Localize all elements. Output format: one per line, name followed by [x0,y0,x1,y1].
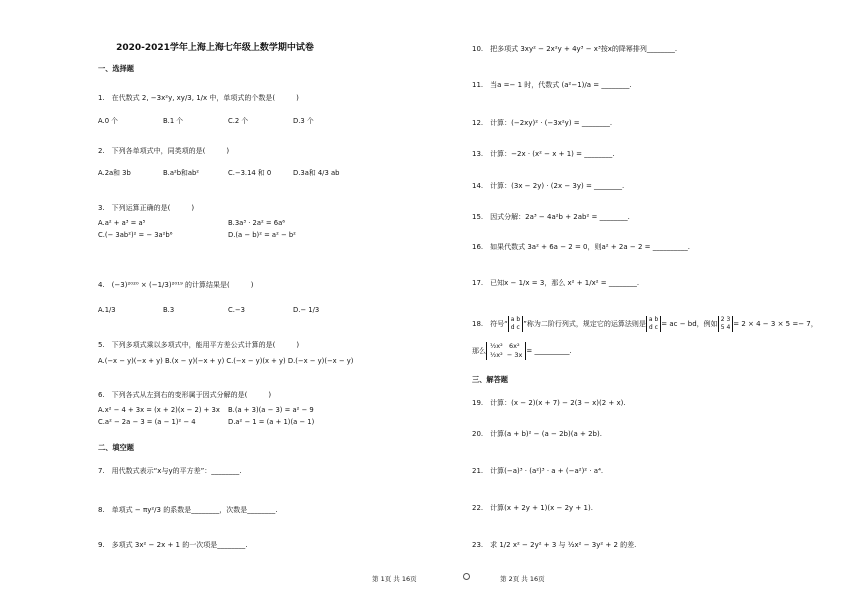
question-20: 20. 计算(a + b)² − (a − 2b)(a + 2b). [472,430,602,438]
footer-page-left: 第 1页 共 16页 [372,575,417,583]
q2-option-b: B.a²b和ab² [163,169,200,177]
question-23: 23. 求 1/2 x² − 2y² + 3 与 ½x² − 3y² + 2 的差. [472,541,637,549]
q1-option-a: A.0 个 [98,117,118,125]
question-7: 7. 用代数式表示“x与y的平方差”：________. [98,467,242,475]
q1-option-b: B.1 个 [163,117,184,125]
page-title: 2020-2021学年上海上海七年级上数学期中试卷 [116,43,314,53]
question-9: 9. 多项式 3x² − 2x + 1 的一次项是________. [98,541,248,549]
q18-example-text: = ac − bd，例如 [661,320,718,328]
q6-option-b: B.(a + 3)(a − 3) = a² − 9 [228,406,314,414]
question-22: 22. 计算(x + 2y + 1)(x − 2y + 1). [472,504,593,512]
question-14: 14. 计算：(3x − 2y) · (2x − 3y) = ________. [472,182,625,190]
q2-option-c: C.−3.14 和 0 [228,169,272,177]
symbol-determinant: a b d c [508,316,523,332]
question-18-line-1 [472,316,818,332]
question-1: 1. 在代数式 2, −3x²y, xy/3, 1/x 中，单项式的个数是( ) [98,94,299,102]
question-5: 5. 下列多项式乘以多项式中，能用平方差公式计算的是( ) [98,341,300,349]
question-6: 6. 下列各式从左到右的变形属于因式分解的是( ) [98,391,272,399]
question-12: 12. 计算：(−2xy)² · (−3x²y) = ________. [472,119,613,127]
question-16: 16. 如果代数式 3a² + 6a − 2 = 0，则a² + 2a − 2 = __________. [472,243,690,251]
question-17: 17. 已知x − 1/x = 3，那么 x² + 1/x² = ________. [472,279,640,287]
question-2: 2. 下列各单项式中，同类项的是( ) [98,147,230,155]
question-13: 13. 计算：−2x · (x² − x + 1) = ________. [472,150,615,158]
q5-options: A.(−x − y)(−x + y) B.(x − y)(−x + y) C.(−x − y)(x + y) D.(−x − y)(−x − y) [98,357,354,365]
q18-intro: 18. 符号“ [472,320,508,328]
q6-option-a: A.x² − 4 + 3x = (x + 2)(x − 2) + 3x [98,406,220,414]
q6-option-c: C.a² − 2a − 3 = (a − 1)² − 4 [98,418,196,426]
footer-page-right: 第 2页 共 16页 [500,575,545,583]
question-18-line-2 [472,342,572,360]
question-3: 3. 下列运算正确的是( ) [98,204,195,212]
question-19: 19. 计算：(x − 2)(x + 7) − 2(3 − x)(2 + x). [472,399,626,407]
question-21: 21. 计算(−a)³ · (a²)³ · a + (−a²)² · a⁴. [472,467,604,475]
q3-option-d: D.(a − b)² = a² − b² [228,231,296,239]
section-heading-solve: 三、解答题 [472,375,508,384]
example-determinant: 2 3 5 4 [718,316,734,332]
q1-option-c: C.2 个 [228,117,249,125]
q3-option-a: A.a² + a³ = a⁵ [98,219,146,227]
q3-option-b: B.3a³ · 2a² = 6a⁶ [228,219,285,227]
q4-option-c: C.−3 [228,306,245,314]
q2-option-d: D.3a和 4/3 ab [293,169,340,177]
question-11: 11. 当a =− 1 时，代数式 (a²−1)/a = ________. [472,81,632,89]
question-10: 10. 把多项式 3xy² − 2x²y + 4y³ − x³按x的降幂排列________. [472,45,678,53]
q18-rule-text: ”称为二阶行列式，规定它的运算法则是 [523,320,646,328]
q3-option-c: C.(− 3ab²)² = − 3a²b⁶ [98,231,173,239]
question-8: 8. 单项式 − πy²/3 的系数是________，次数是________. [98,506,278,514]
q4-option-b: B.3 [163,306,175,314]
definition-determinant: a b d c [646,316,661,332]
question-determinant: ½x² 6x² ½x² − 3x [486,342,526,360]
q18-then: 那么 [472,347,486,355]
q6-option-d: D.a² − 1 = (a + 1)(a − 1) [228,418,315,426]
q2-option-a: A.2a和 3b [98,169,131,177]
binding-hole-icon [463,573,470,580]
section-heading-choice: 一、选择题 [98,64,134,73]
question-4: 4. (−3)²⁰²⁰ × (−1/3)²⁰¹⁹ 的计算结果是( ) [98,281,254,289]
q18-answer-blank: = __________. [526,347,572,355]
section-heading-fill: 二、填空题 [98,443,134,452]
q1-option-d: D.3 个 [293,117,314,125]
q4-option-d: D.− 1/3 [293,306,320,314]
q4-option-a: A.1/3 [98,306,116,314]
q18-example-result: = 2 × 4 − 3 × 5 =− 7， [733,320,818,328]
question-15: 15. 因式分解：2a³ − 4a²b + 2ab² = ________. [472,213,630,221]
